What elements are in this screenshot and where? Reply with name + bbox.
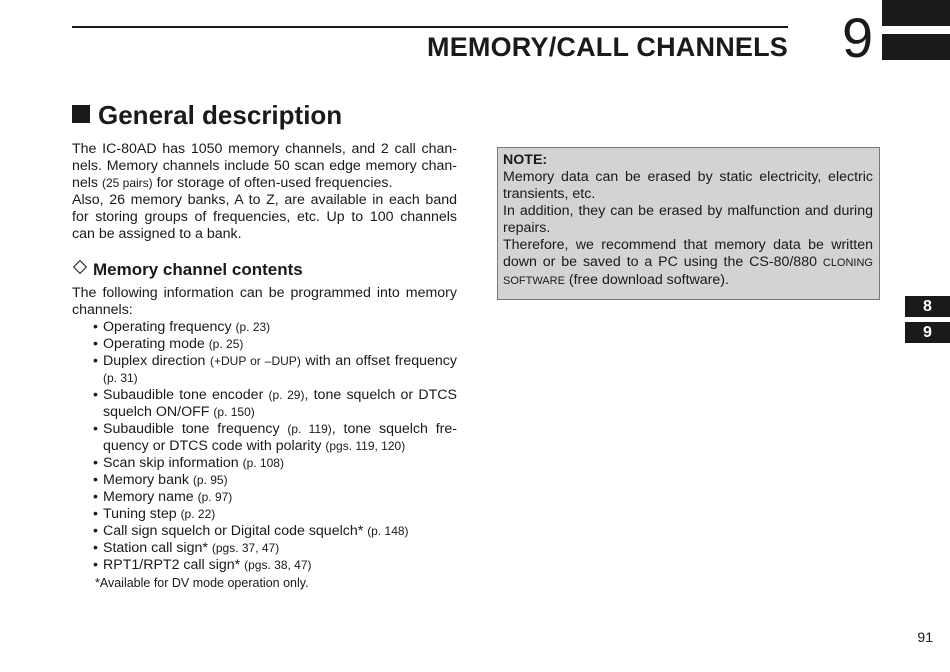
list-item: • Subaudible tone frequency (p. 119), tone squelch fre-quency or DTCS code with polarity (pgs. 119, 120) <box>93 421 457 455</box>
note-paragraph-1: Memory data can be erased by static electricity, electric transients, etc. <box>503 169 873 202</box>
header-rule <box>72 26 788 28</box>
list-item: • Tuning step (p. 22) <box>93 506 457 523</box>
intro-ref: (25 pairs) <box>101 176 153 190</box>
side-tab-chapter-8[interactable]: 8 <box>905 296 950 317</box>
intro-paragraph-1 <box>72 141 457 192</box>
left-column <box>72 141 457 592</box>
list-item: • Operating mode (p. 25) <box>93 336 457 353</box>
note-box <box>497 147 880 300</box>
subsection-intro: The following information can be programmed into memory channels: <box>72 285 457 318</box>
list-item: • RPT1/RPT2 call sign* (pgs. 38, 47) <box>93 557 457 574</box>
chapter-number: 9 <box>842 6 874 69</box>
contents-list <box>72 319 457 574</box>
list-item: • Station call sign* (pgs. 37, 47) <box>93 540 457 557</box>
page-number: 91 <box>917 629 933 645</box>
chapter-tab-bar-bottom <box>882 34 950 60</box>
diamond-icon <box>73 260 87 274</box>
note-paragraph-3: Therefore, we recommend that memory data be written down or be saved to a PC using the CS-80/880 CLONING SOFTWARE (free download software). <box>503 237 873 288</box>
section-title: General description <box>98 100 343 130</box>
list-item: • Subaudible tone encoder (p. 29), tone squelch or DTCS squelch ON/OFF (p. 150) <box>93 387 457 421</box>
side-tab-chapter-9[interactable]: 9 <box>905 322 950 343</box>
list-item: • Call sign squelch or Digital code squelch* (p. 148) <box>93 523 457 540</box>
list-item: • Scan skip information (p. 108) <box>93 455 457 472</box>
list-item: • Duplex direction (+DUP or –DUP) with an offset frequency (p. 31) <box>93 353 457 387</box>
intro-text-end: for storage of often-used frequencies. <box>152 175 393 191</box>
chapter-tab-bar-top <box>882 0 950 26</box>
subsection-heading <box>72 260 457 280</box>
intro-text: The IC-80AD has 1050 memory channels, and 2 call chan-nels. Memory channels include 50 scan edge memory chan-nels <box>72 141 457 191</box>
note-title: NOTE: <box>503 152 548 168</box>
note-paragraph-2: In addition, they can be erased by malfunction and during repairs. <box>503 203 873 236</box>
list-item: • Operating frequency (p. 23) <box>93 319 457 336</box>
section-heading <box>72 100 342 131</box>
chapter-title: MEMORY/CALL CHANNELS <box>427 32 788 62</box>
footnote: *Available for DV mode operation only. <box>95 576 309 590</box>
list-item: • Memory name (p. 97) <box>93 489 457 506</box>
square-bullet-icon <box>72 105 90 123</box>
intro-paragraph-2: Also, 26 memory banks, A to Z, are available in each band for storing groups of frequencies, etc. Up to 100 channels can be assigned to a bank. <box>72 192 457 242</box>
subsection-title: Memory channel contents <box>93 260 303 279</box>
list-item: • Memory bank (p. 95) <box>93 472 457 489</box>
